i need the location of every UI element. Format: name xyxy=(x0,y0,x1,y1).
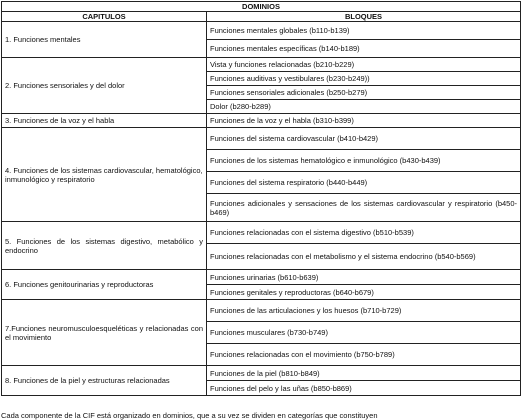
table-row xyxy=(2,22,521,40)
bloque-cell: Funciones auditivas y vestibulares (b230-b249)) xyxy=(207,72,521,86)
bloque-cell: Funciones mentales específicas (b140-b189) xyxy=(207,40,521,58)
bloque-cell: Funciones de las articulaciones y los huesos (b710-b729) xyxy=(207,300,521,322)
bloque-cell: Funciones del sistema respiratorio (b440-b449) xyxy=(207,172,521,194)
table-row xyxy=(2,222,521,244)
bloque-cell: Funciones relacionadas con el metabolismo y el sistema endocrino (b540-b569) xyxy=(207,244,521,270)
bloque-cell: Dolor (b280-b289) xyxy=(207,100,521,114)
bloque-cell: Funciones de los sistemas hematológico e inmunológico (b430-b439) xyxy=(207,150,521,172)
table-row xyxy=(2,366,521,381)
table-body xyxy=(2,22,521,396)
bloque-cell: Funciones mentales globales (b110-b139) xyxy=(207,22,521,40)
bloque-cell: Vista y funciones relacionadas (b210-b229) xyxy=(207,58,521,72)
bloque-cell: Funciones urinarias (b610-b639) xyxy=(207,270,521,285)
bloque-cell: Funciones sensoriales adicionales (b250-b279) xyxy=(207,86,521,100)
bloque-cell: Funciones del pelo y las uñas (b850-b869) xyxy=(207,381,521,396)
bloque-cell: Funciones del sistema cardiovascular (b410-b429) xyxy=(207,128,521,150)
capitulo-cell: 3. Funciones de la voz y el habla xyxy=(2,114,207,128)
table-row xyxy=(2,114,521,128)
bloque-cell: Funciones de la piel (b810-b849) xyxy=(207,366,521,381)
table-row xyxy=(2,58,521,72)
bloque-cell: Funciones musculares (b730-b749) xyxy=(207,322,521,344)
capitulo-cell: 8. Funciones de la piel y estructuras relacionadas xyxy=(2,366,207,396)
table-title: DOMINIOS xyxy=(2,2,521,12)
capitulo-cell: 4. Funciones de los sistemas cardiovascular, hematológico, inmunológico y respiratorio xyxy=(2,128,207,222)
table-row xyxy=(2,270,521,285)
column-header-capitulos: CAPITULOS xyxy=(2,12,207,22)
bloque-cell: Funciones genitales y reproductoras (b640-b679) xyxy=(207,285,521,300)
table-row xyxy=(2,300,521,322)
capitulo-cell: 2. Funciones sensoriales y del dolor xyxy=(2,58,207,114)
capitulo-cell: 7.Funciones neuromusculoesqueléticas y relacionadas con el movimiento xyxy=(2,300,207,366)
bloque-cell: Funciones adicionales y sensaciones de los sistemas cardiovascular y respiratorio (b450-b469) xyxy=(207,194,521,222)
table-row xyxy=(2,128,521,150)
footer-text: Cada componente de la CIF está organizado en dominios, que a su vez se dividen en categorías que constituyen xyxy=(1,411,378,420)
column-header-bloques: BLOQUES xyxy=(207,12,521,22)
bloque-cell: Funciones de la voz y el habla (b310-b399) xyxy=(207,114,521,128)
dominios-table xyxy=(1,1,521,396)
capitulo-cell: 5. Funciones de los sistemas digestivo, metabólico y endocrino xyxy=(2,222,207,270)
bloque-cell: Funciones relacionadas con el movimiento (b750-b789) xyxy=(207,344,521,366)
capitulo-cell: 6. Funciones genitourinarias y reproductoras xyxy=(2,270,207,300)
capitulo-cell: 1. Funciones mentales xyxy=(2,22,207,58)
bloque-cell: Funciones relacionadas con el sistema digestivo (b510-b539) xyxy=(207,222,521,244)
